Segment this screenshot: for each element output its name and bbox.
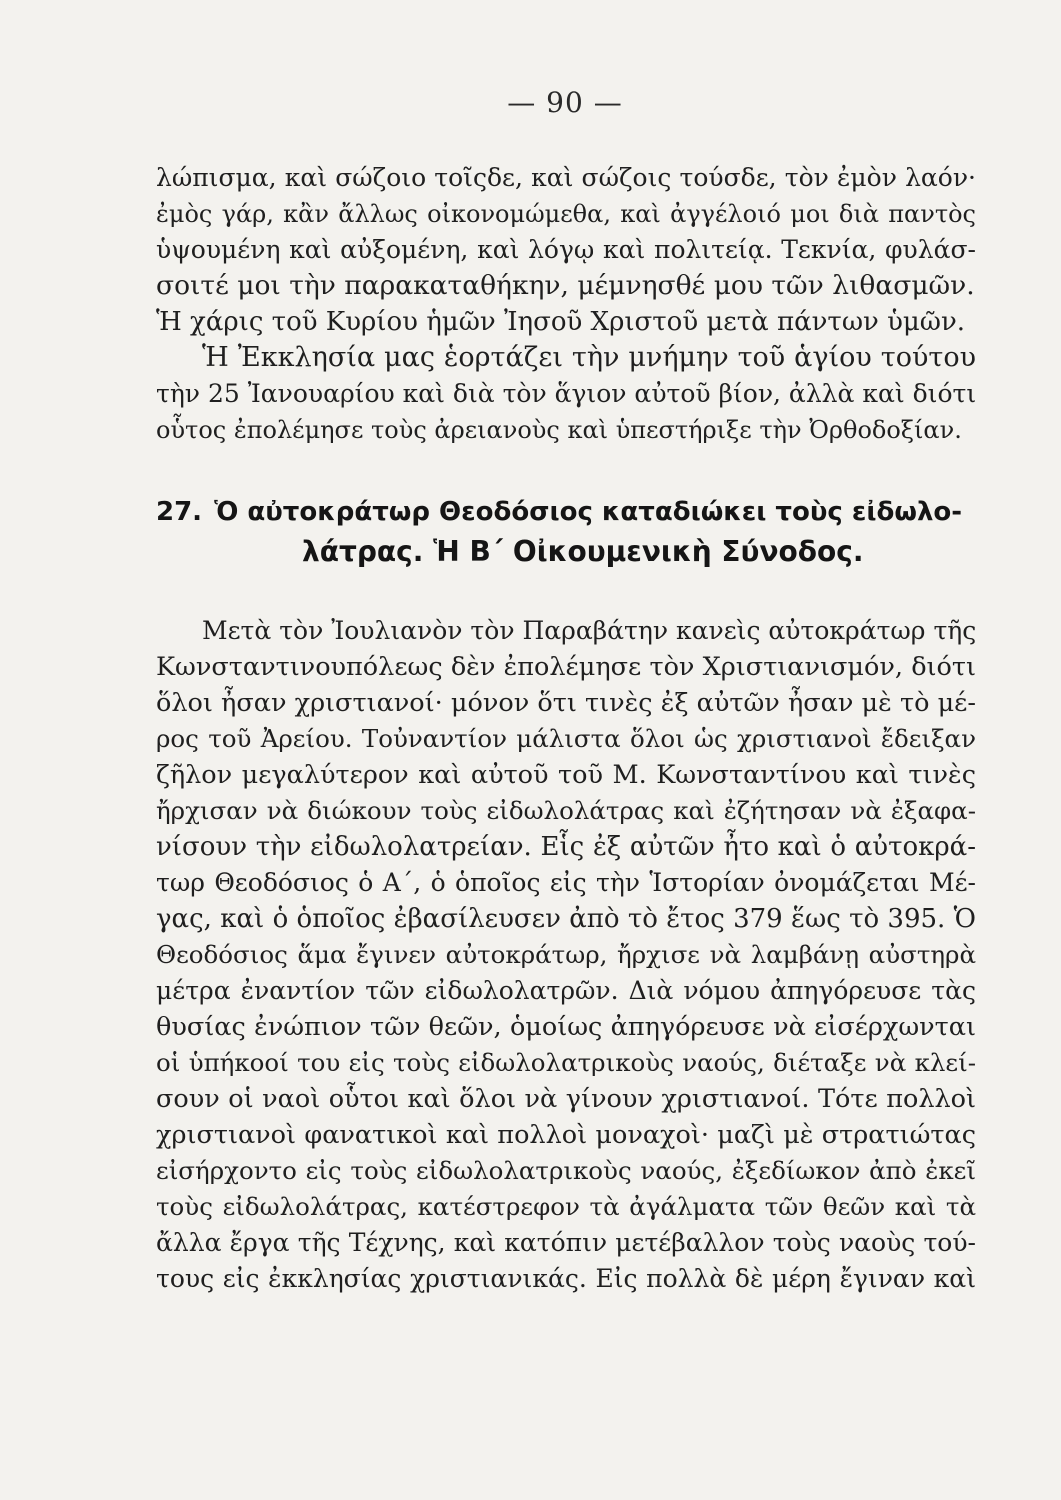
text-line: οὗτος ἐπολέμησε τοὺς ἀρειανοὺς καὶ ὑπεστήριξε τὴν Ὀρθοδοξίαν. — [156, 416, 962, 444]
text-line: ἤρχισαν νὰ διώκουν τοὺς εἰδωλολάτρας καὶ ἐζήτησαν νὰ ἐξαφα- — [156, 796, 976, 825]
text-line: Θεοδόσιος ἅμα ἔγινεν αὐτοκράτωρ, ἤρχισε νὰ λαμβάνῃ αὐστηρὰ — [156, 940, 976, 969]
section-title-line-1: Ὁ αὐτοκράτωρ Θεοδόσιος καταδιώκει τοὺς εἰδωλο- — [214, 497, 963, 527]
text-line: τωρ Θεοδόσιος ὁ Α΄, ὁ ὁποῖος εἰς τὴν Ἱστορίαν ὀνομάζεται Μέ- — [156, 868, 976, 897]
text-line: ἐμὸς γάρ, κἂν ἄλλως οἰκονομώμεθα, καὶ ἀγγέλοιό μοι διὰ παντὸς — [156, 200, 976, 228]
text-line: εἰσήρχοντο εἰς τοὺς εἰδωλολατρικοὺς ναούς, ἐξεδίωκον ἀπὸ ἐκεῖ — [156, 1156, 976, 1185]
text-line: ὅλοι ἦσαν χριστιανοί· μόνον ὅτι τινὲς ἐξ αὐτῶν ἦσαν μὲ τὸ μέ- — [156, 688, 976, 718]
text-line: γας, καὶ ὁ ὁποῖος ἐβασίλευσεν ἀπὸ τὸ ἔτος 379 ἕως τὸ 395. Ὁ — [156, 904, 976, 934]
text-line: σουν οἱ ναοὶ οὗτοι καὶ ὅλοι νὰ γίνουν χριστιανοί. Τότε πολλοὶ — [156, 1084, 976, 1114]
text-line: τὴν 25 Ἰανουαρίου καὶ διὰ τὸν ἅγιον αὐτοῦ βίον, ἀλλὰ καὶ διότι — [156, 379, 976, 408]
text-line: νίσουν τὴν εἰδωλολατρείαν. Εἷς ἐξ αὐτῶν ἦτο καὶ ὁ αὐτοκρά- — [156, 832, 976, 862]
text-line: ζῆλον μεγαλύτερον καὶ αὐτοῦ τοῦ Μ. Κωνσταντίνου καὶ τινὲς — [156, 760, 976, 790]
text-line: τους εἰς ἐκκλησίας χριστιανικάς. Εἰς πολλὰ δὲ μέρη ἔγιναν καὶ — [156, 1264, 976, 1293]
text-line: οἱ ὑπήκοοί του εἰς τοὺς εἰδωλολατρικοὺς ναούς, διέταξε νὰ κλεί- — [156, 1048, 976, 1077]
text-line: μέτρα ἐναντίον τῶν εἰδωλολατρῶν. Διὰ νόμου ἀπηγόρευσε τὰς — [156, 976, 976, 1005]
text-line: ἄλλα ἔργα τῆς Τέχνης, καὶ κατόπιν μετέβαλλον τοὺς ναοὺς τού- — [156, 1228, 976, 1257]
text-line: Μετὰ τὸν Ἰουλιανὸν τὸν Παραβάτην κανεὶς αὐτοκράτωρ τῆς — [202, 616, 976, 645]
page-number: — 90 — — [507, 86, 623, 119]
text-line: λώπισμα, καὶ σώζοιο τοῖςδε, καὶ σώζοις τούσδε, τὸν ἐμὸν λαόν· — [156, 163, 976, 192]
text-line: τοὺς εἰδωλολάτρας, κατέστρεφον τὰ ἀγάλματα τῶν θεῶν καὶ τὰ — [156, 1192, 976, 1221]
text-line: Ἡ χάρις τοῦ Κυρίου ἡμῶν Ἰησοῦ Χριστοῦ μετὰ πάντων ὑμῶν. — [156, 307, 966, 337]
paragraph-continued — [156, 160, 976, 448]
text-line: χριστιανοὶ φανατικοὶ καὶ πολλοὶ μοναχοὶ· μαζὶ μὲ στρατιώτας — [156, 1120, 976, 1150]
paragraph-main — [156, 613, 976, 1297]
text-line: Ἡ Ἐκκλησία μας ἑορτάζει τὴν μνήμην τοῦ ἁγίου τούτου — [202, 342, 976, 373]
text-line: θυσίας ἐνώπιον τῶν θεῶν, ὁμοίως ἀπηγόρευσε νὰ εἰσέρχωνται — [156, 1012, 976, 1042]
text-line: ρος τοῦ Ἀρείου. Τοὐναντίον μάλιστα ὅλοι ὡς χριστιανοὶ ἔδειξαν — [156, 724, 976, 753]
text-line: ὑψουμένη καὶ αὐξομένη, καὶ λόγῳ καὶ πολιτείᾳ. Τεκνία, φυλάσ- — [156, 235, 976, 264]
section-title-line-2: λάτρας. Ἡ Β΄ Οἰκουμενικὴ Σύνοδος. — [302, 535, 864, 568]
text-line: σοιτέ μοι τὴν παρακαταθήκην, μέμνησθέ μου τῶν λιθασμῶν. — [156, 270, 975, 301]
text-line: Κωνσταντινουπόλεως δὲν ἐπολέμησε τὸν Χριστιανισμόν, διότι — [156, 652, 976, 682]
section-heading — [156, 492, 976, 572]
section-number: 27. — [156, 497, 203, 527]
